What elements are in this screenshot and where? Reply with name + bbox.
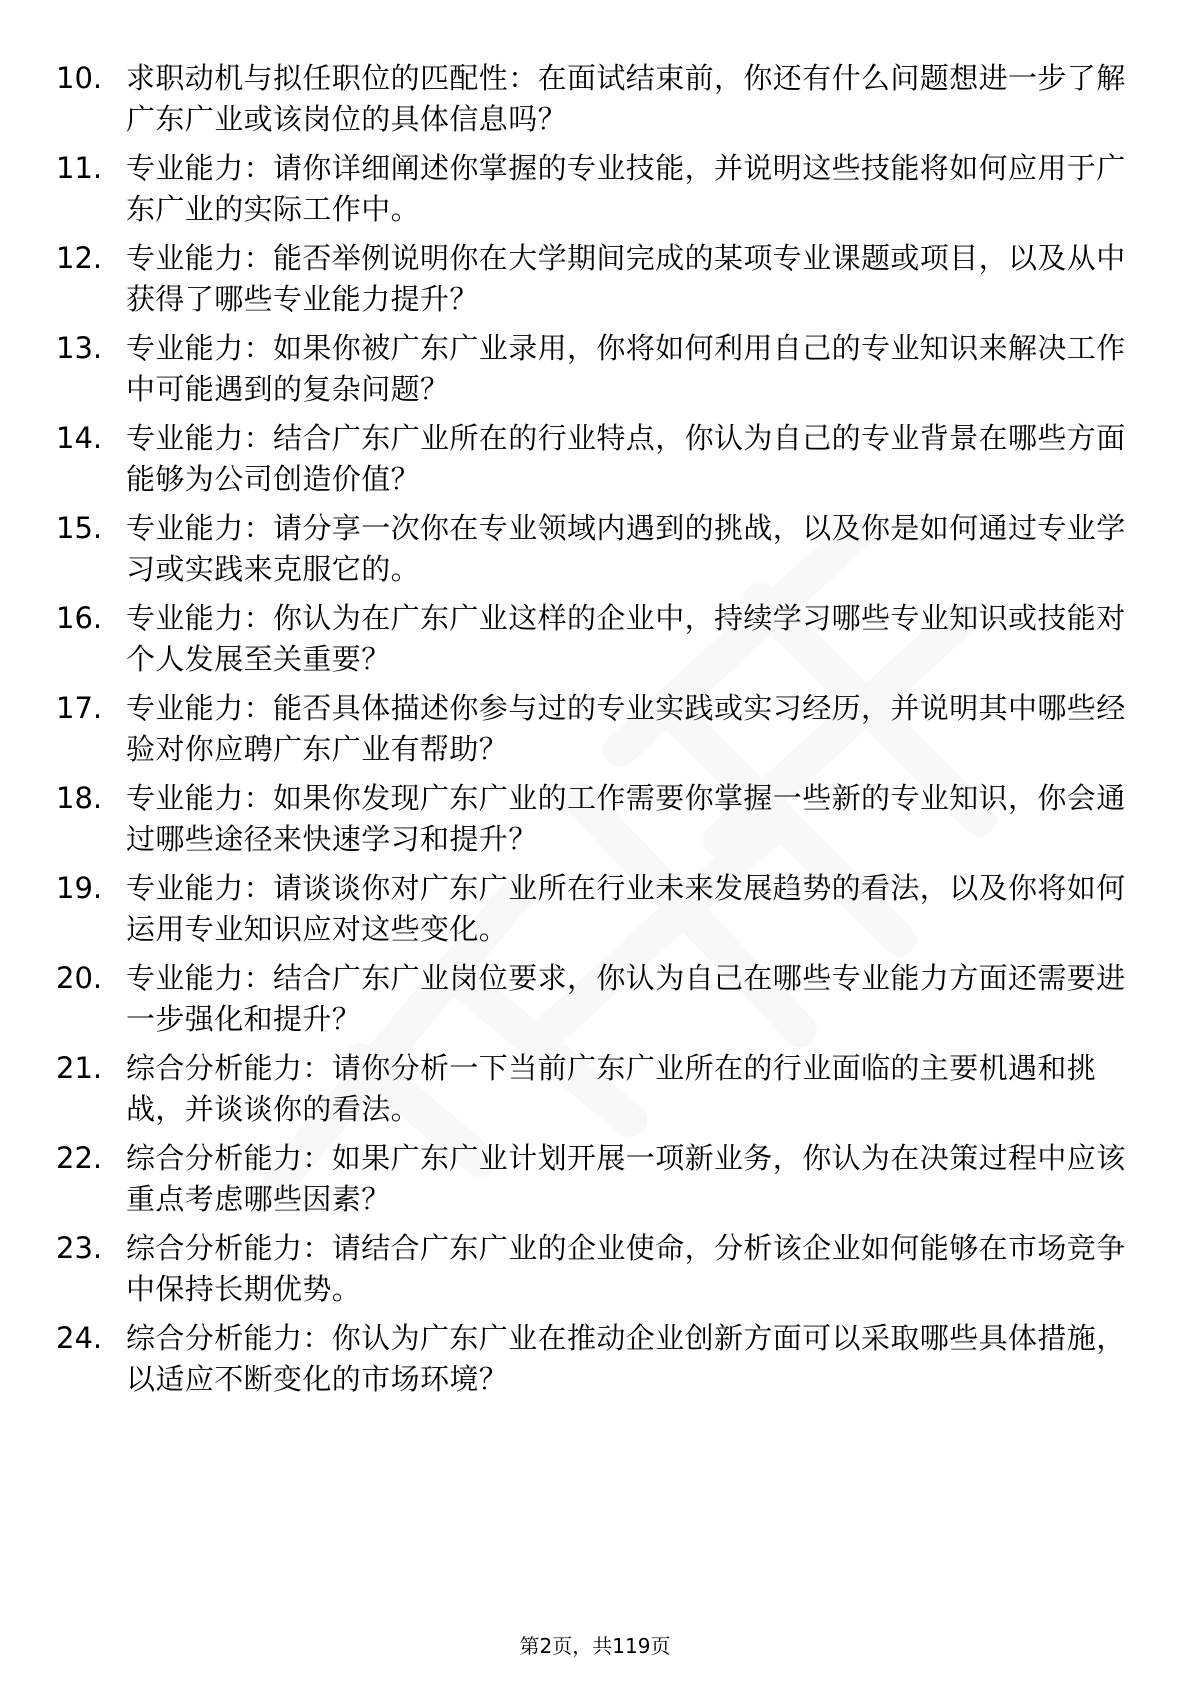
question-list <box>56 58 1136 1408</box>
question-number: 22. <box>56 1141 103 1175</box>
question-text: 综合分析能力：请你分析一下当前广东广业所在的行业面临的主要机遇和挑战，并谈谈你的看法。 <box>126 1051 1097 1126</box>
question-text: 专业能力：结合广东广业岗位要求，你认为自己在哪些专业能力方面还需要进一步强化和提升？ <box>126 961 1126 1036</box>
question-item-20 <box>56 958 1136 1048</box>
question-text: 专业能力：请分享一次你在专业领域内遇到的挑战，以及你是如何通过专业学习或实践来克服它的。 <box>126 511 1126 586</box>
question-number: 17. <box>56 691 103 725</box>
question-number: 19. <box>56 871 103 905</box>
question-number: 12. <box>56 241 103 275</box>
question-text: 专业能力：请谈谈你对广东广业所在行业未来发展趋势的看法，以及你将如何运用专业知识应对这些变化。 <box>126 871 1126 946</box>
question-item-16 <box>56 598 1136 688</box>
question-number: 13. <box>56 331 103 365</box>
question-number: 20. <box>56 961 103 995</box>
question-item-17 <box>56 688 1136 778</box>
question-number: 18. <box>56 781 103 815</box>
question-number: 15. <box>56 511 103 545</box>
question-text: 专业能力：你认为在广东广业这样的企业中，持续学习哪些专业知识或技能对个人发展至关重要？ <box>126 601 1126 676</box>
question-item-15 <box>56 508 1136 598</box>
question-item-19 <box>56 868 1136 958</box>
question-text: 综合分析能力：如果广东广业计划开展一项新业务，你认为在决策过程中应该重点考虑哪些因素？ <box>126 1141 1126 1216</box>
question-item-13 <box>56 328 1136 418</box>
question-item-10 <box>56 58 1136 148</box>
question-number: 21. <box>56 1051 103 1085</box>
question-text: 专业能力：结合广东广业所在的行业特点，你认为自己的专业背景在哪些方面能够为公司创造价值？ <box>126 421 1126 496</box>
question-number: 24. <box>56 1321 103 1355</box>
question-text: 专业能力：请你详细阐述你掌握的专业技能，并说明这些技能将如何应用于广东广业的实际工作中。 <box>126 151 1126 226</box>
question-item-21 <box>56 1048 1136 1138</box>
question-item-22 <box>56 1138 1136 1228</box>
question-number: 16. <box>56 601 103 635</box>
question-item-23 <box>56 1228 1136 1318</box>
question-text: 专业能力：如果你被广东广业录用，你将如何利用自己的专业知识来解决工作中可能遇到的复杂问题？ <box>126 331 1126 406</box>
question-text: 求职动机与拟任职位的匹配性：在面试结束前，你还有什么问题想进一步了解广东广业或该岗位的具体信息吗？ <box>126 61 1126 136</box>
question-number: 14. <box>56 421 103 455</box>
question-number: 10. <box>56 61 103 95</box>
question-item-11 <box>56 148 1136 238</box>
question-item-18 <box>56 778 1136 868</box>
question-text: 综合分析能力：你认为广东广业在推动企业创新方面可以采取哪些具体措施，以适应不断变化的市场环境？ <box>126 1321 1126 1396</box>
question-item-24 <box>56 1318 1136 1408</box>
question-text: 综合分析能力：请结合广东广业的企业使命，分析该企业如何能够在市场竞争中保持长期优势。 <box>126 1231 1126 1306</box>
page-number-footer: 第2页，共119页 <box>519 1634 671 1658</box>
question-item-12 <box>56 238 1136 328</box>
question-text: 专业能力：如果你发现广东广业的工作需要你掌握一些新的专业知识，你会通过哪些途径来快速学习和提升？ <box>126 781 1126 856</box>
question-number: 23. <box>56 1231 103 1265</box>
question-text: 专业能力：能否举例说明你在大学期间完成的某项专业课题或项目，以及从中获得了哪些专业能力提升？ <box>126 241 1126 316</box>
question-text: 专业能力：能否具体描述你参与过的专业实践或实习经历，并说明其中哪些经验对你应聘广东广业有帮助？ <box>126 691 1126 766</box>
question-number: 11. <box>56 151 103 185</box>
question-item-14 <box>56 418 1136 508</box>
